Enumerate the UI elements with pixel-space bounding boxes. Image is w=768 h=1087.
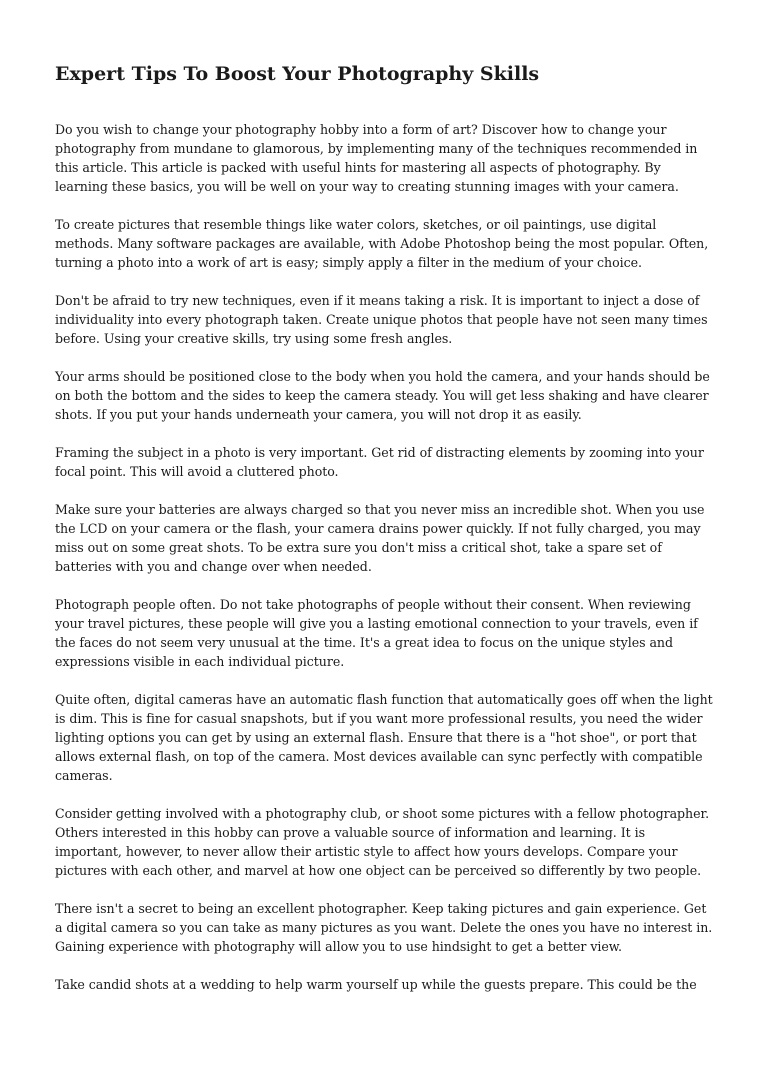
paragraph-1: Do you wish to change your photography hobby into a form of art? Discover how to change your photography from mundane to glamorous, by implementing many of the techniques recommended in this article. This article is packed with useful hints for mastering all aspects of photography. By learning these basics, you will be well on your way to creating stunning images with your camera.: [55, 122, 698, 194]
paragraph-8: Quite often, digital cameras have an automatic flash function that automatically goes off when the light is dim. This is fine for casual snapshots, but if you want more professional results, you need the wider lighting options you can get by using an external flash. Ensure that there is a "hot shoe", or port that allows external flash, on top of the camera. Most devices available can sync perfectly with compatible cameras.: [55, 692, 713, 783]
document-page: [55, 60, 715, 1013]
paragraph-9: Consider getting involved with a photography club, or shoot some pictures with a fellow photographer. Others interested in this hobby can prove a valuable source of information and learning. It is important, however, to never allow their artistic style to affect how yours develops. Compare your pictures with each other, and marvel at how one object can be perceived so differently by two people.: [55, 806, 710, 878]
paragraph-11: Take candid shots at a wedding to help warm yourself up while the guests prepare. This could be the: [55, 977, 697, 992]
document-title: Expert Tips To Boost Your Photography Skills: [55, 63, 540, 85]
paragraph-4: Your arms should be positioned close to the body when you hold the camera, and your hands should be on both the bottom and the sides to keep the camera steady. You will get less shaking and have clearer shots. If you put your hands underneath your camera, you will not drop it as easily.: [55, 369, 710, 422]
paragraph-10: There isn't a secret to being an excellent photographer. Keep taking pictures and gain experience. Get a digital camera so you can take as many pictures as you want. Delete the ones you have no interest in. Gaining experience with photography will allow you to use hindsight to get a better view.: [55, 901, 713, 954]
paragraph-3: Don't be afraid to try new techniques, even if it means taking a risk. It is important to inject a dose of individuality into every photograph taken. Create unique photos that people have not seen many times before. Using your creative skills, try using some fresh angles.: [55, 293, 708, 346]
paragraph-6: Make sure your batteries are always charged so that you never miss an incredible shot. When you use the LCD on your camera or the flash, your camera drains power quickly. If not fully charged, you may miss out on some great shots. To be extra sure you don't miss a critical shot, take a spare set of batteries with you and change over when needed.: [55, 502, 705, 574]
paragraph-2: To create pictures that resemble things like water colors, sketches, or oil paintings, use digital methods. Many software packages are available, with Adobe Photoshop being the most popular. Often, turning a photo into a work of art is easy; simply apply a filter in the medium of your choice.: [55, 217, 709, 270]
paragraph-7: Photograph people often. Do not take photographs of people without their consent. When reviewing your travel pictures, these people will give you a lasting emotional connection to your travels, even if the faces do not seem very unusual at the time. It's a great idea to focus on the unique styles and expressions visible in each individual picture.: [55, 597, 698, 669]
paragraph-5: Framing the subject in a photo is very important. Get rid of distracting elements by zooming into your focal point. This will avoid a cluttered photo.: [55, 445, 704, 479]
